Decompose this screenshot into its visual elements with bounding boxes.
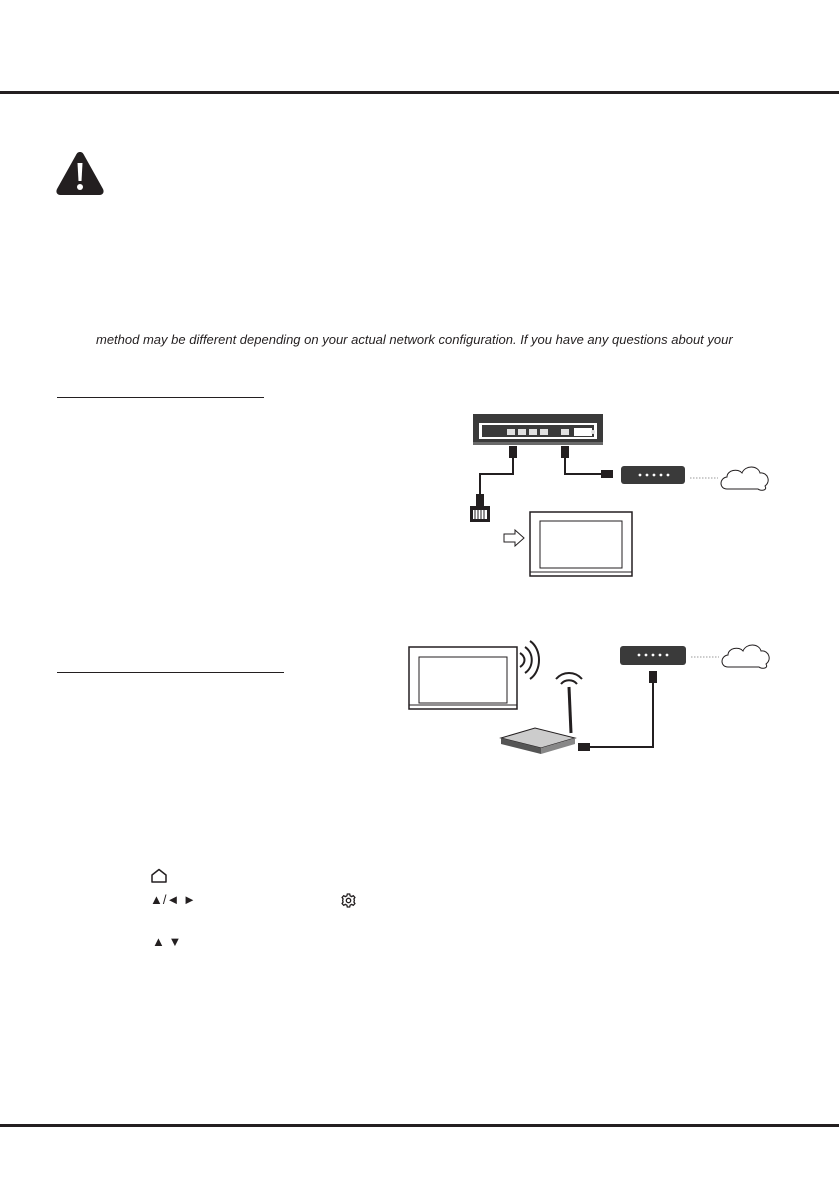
footer-rule — [0, 1124, 839, 1127]
navigation-keys-glyph: ▲/◄ ► — [150, 892, 196, 907]
warning-triangle-icon — [55, 150, 105, 196]
arrow-right-icon — [504, 530, 524, 546]
ethernet-plug-icon — [470, 494, 490, 522]
wired-connection-diagram — [440, 410, 785, 580]
network-note-text: method may be different depending on your actual network configuration. If you have any questions about your — [96, 332, 733, 347]
settings-gear-icon — [341, 893, 356, 908]
tv-back-icon — [409, 647, 517, 709]
tv-back-icon — [530, 512, 632, 576]
wireless-connection-diagram — [405, 635, 785, 760]
wired-section-heading-underline — [57, 397, 264, 398]
cloud-icon — [721, 467, 768, 490]
up-down-keys-glyph: ▲ ▼ — [152, 934, 182, 949]
wifi-waves-icon — [520, 641, 539, 679]
home-icon — [150, 868, 168, 884]
header-rule — [0, 91, 839, 94]
modem-icon — [621, 466, 685, 484]
cloud-icon — [722, 645, 769, 668]
wireless-section-heading-underline — [57, 672, 284, 673]
router-icon — [473, 414, 603, 445]
modem-icon — [620, 646, 686, 665]
cable-plug-icon — [649, 671, 657, 683]
